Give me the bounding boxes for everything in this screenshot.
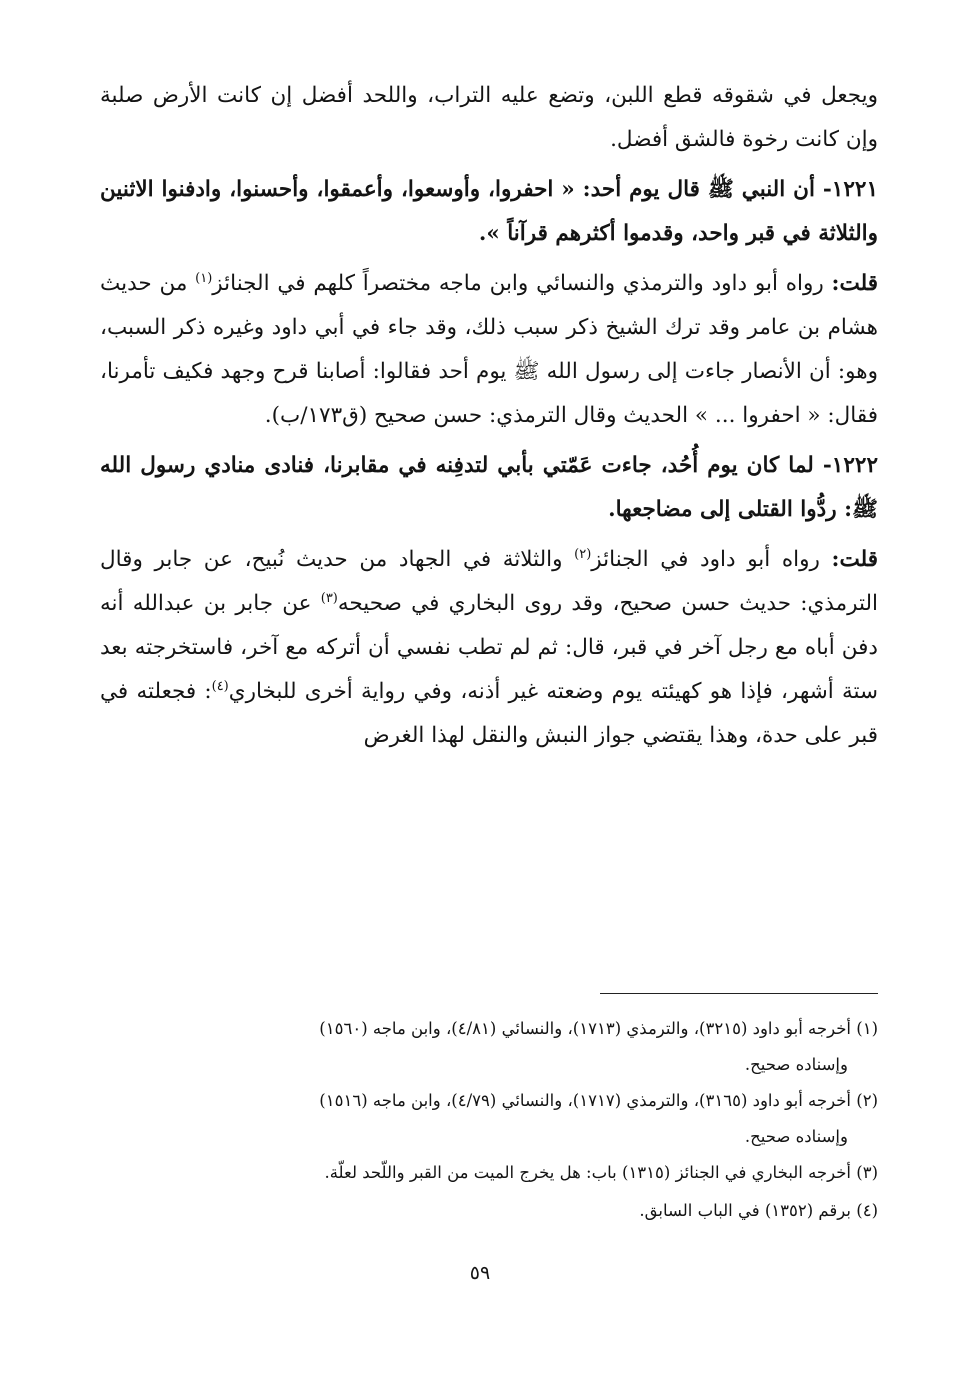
footnote-ref-3: (٣) [320,591,338,606]
footnote-1: (١) أخرجه أبو داود (٣٢١٥)، والترمذي (١٧١٣)، والنسائي (٤/٨١)، وابن ماجه (١٥٦٠) [319,1019,878,1038]
footnote-separator [600,993,878,994]
footnote-2: (٢) أخرجه أبو داود (٣١٦٥)، والترمذي (١٧١٧)، والنسائي (٤/٧٩)، وابن ماجه (١٥١٦) [319,1091,878,1110]
commentary-text: : فجعلته في قبر على حدة، وهذا يقتضي جواز النبش والنقل لهذا الغرض [100,679,878,748]
commentary-text: من حديث هشام بن عامر وقد ترك الشيخ ذكر سبب ذلك، وقد جاء في أبي داود وغيره ذكر السبب، وهو: أن الأنصار جاءت إلى رسول الله ﷺ يوم أحد فقالوا: أصابنا قرح وجهد فكيف تأمرنا، فقال: « احفروا ... » الحديث وقال الترمذي: حسن صحيح (ق١٧٣/ب). [100,271,878,428]
commentary-1222 [100,538,878,758]
commentary-lead: قلت: [831,547,878,572]
footnote-1-continuation: وإسناده صحيح. [744,1055,848,1074]
hadith-1222: ١٢٢٢- لما كان يوم أُحُد، جاءت عَمّتي بأبي لتدفِنه في مقابرنا، فنادى منادي رسول الله ﷺ: ردُّوا القتلى إلى مضاجعها. [100,453,878,522]
commentary-lead: قلت: [831,271,878,296]
commentary-text: والثلاثة في الجهاد من حديث نُبيح، عن جابر وقال الترمذي: حديث حسن صحيح، وقد روى البخاري في صحيحه [100,547,878,616]
paragraph-intro: ويجعل في شقوقه قطع اللبن، وتضع عليه التراب، واللحد أفضل إن كانت الأرض صلبة وإن كانت رخوة فالشق أفضل. [100,83,878,152]
footnote-ref-4: (٤) [211,679,229,694]
main-text [100,74,878,758]
commentary-1221 [100,262,878,438]
footnote-ref-2: (٢) [574,547,592,562]
commentary-text: رواه أبو داود في الجنائز [591,547,832,572]
commentary-text: رواه أبو داود والترمذي والنسائي وابن ماجه مختصراً كلهم في الجنائز [212,271,832,296]
footnote-3: (٣) أخرجه البخاري في الجنائز (١٣١٥) باب: هل يخرج الميت من القبر واللّحد لعلّة. [324,1163,878,1182]
footnote-4: (٤) برقم (١٣٥٢) في الباب السابق. [639,1201,878,1220]
hadith-1221: ١٢٢١- أن النبي ﷺ قال يوم أحد: « احفروا، وأوسعوا، وأعمقوا، وأحسنوا، وادفنوا الاثنين والثلاثة في قبر واحد، وقدموا أكثرهم قرآناً ». [100,177,878,246]
commentary-text: عن جابر بن عبدالله أنه دفن أباه مع رجل آخر في قبر، قال: ثم لم تطب نفسي أن أتركه مع آخر، فاستخرجته بعد ستة أشهر، فإذا هو كهيئته يوم وضعته غير أذنه، وفي رواية أخرى للبخاري [100,591,878,704]
footnotes [100,1010,878,1230]
page-number: ٥٩ [469,1262,491,1284]
footnote-ref-1: (١) [195,271,213,286]
footnote-2-continuation: وإسناده صحيح. [744,1127,848,1146]
